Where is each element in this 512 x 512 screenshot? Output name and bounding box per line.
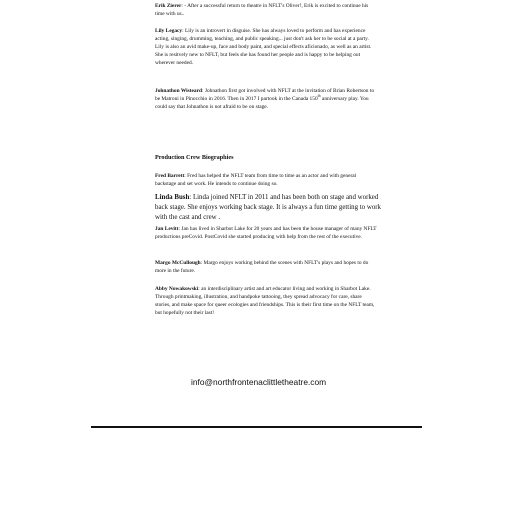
contact-email: info@northfrontenaclittletheatre.com — [191, 377, 327, 387]
bio-text: Linda joined NFLT in 2011 and has been both on stage and worked back stage. She enjoys working back stage. It is always a fun time getting to work with the cast and crew . — [155, 194, 381, 221]
bio-name: Fred Barrett — [155, 173, 185, 179]
bio-separator: : — [198, 286, 202, 292]
bio-text: Margo enjoys working behind the scenes with NFLT's plays and hopes to do more in the future. — [155, 260, 369, 275]
bio-name: Erik Zierer — [155, 3, 182, 9]
bio-lily-legacy — [155, 27, 377, 67]
footer-divider — [91, 426, 422, 428]
bio-text: Fred has helped the NFLT team from time to time as an actor and with general backstage and set work. He intends to continue doing so. — [155, 173, 357, 188]
bio-text-continued: anniversary play. You could say that Johnathon is not afraid to be on stage. — [155, 96, 369, 111]
bio-name: Linda Bush — [155, 194, 190, 201]
bio-abby-nowakowski — [155, 285, 377, 317]
crew-heading: Production Crew Biographies — [155, 154, 234, 161]
bio-superscript: th — [317, 94, 321, 99]
bio-erik-zierer — [155, 2, 377, 18]
bio-johnathon-wisteard — [155, 87, 377, 111]
bio-separator: : — [201, 88, 205, 94]
bio-fred-barrett — [155, 172, 377, 188]
bio-name: Margo McCullough — [155, 260, 201, 266]
bio-name: Johnathon Wisteard — [155, 88, 202, 94]
bio-separator: : — [200, 260, 204, 266]
bio-text: Jan has lived in Sharbot Lake for 20 years and has been the house manager of many NFLT productions preCovid. PostCovid she started producing with help from the rest of the executive. — [155, 226, 377, 241]
bio-separator: : — [178, 226, 182, 232]
bio-margo-mccullough — [155, 259, 377, 275]
bio-jan-levitt — [155, 225, 377, 241]
bio-separator: : — [184, 173, 188, 179]
bio-name: Abby Nowakowski — [155, 286, 199, 292]
bio-linda-bush — [155, 193, 381, 223]
bio-separator: : — [189, 194, 193, 201]
bio-text: After a successful return to theatre in NFLT's Oliver!, Erik is excited to continue his time with us.. — [155, 3, 369, 18]
bio-separator: : - — [181, 3, 188, 9]
bio-separator: : — [182, 28, 185, 34]
bio-text: Johnathon first got involved with NFLT at the invitation of Brian Robertson to be Matroni in Pinocchio in 2016. Then in 2017 I partook in the Canada 150 — [155, 88, 375, 103]
bio-text: Lily is an introvert in disguise. She has always loved to perform and has experience acting, singing, drumming, teaching, and public speaking... just don't ask her to be social at a party. Lily is also an avid make-up, face and body paint, and special effects aficionado, as well as an artist. She is resitvely new to NFLT, but feels she has found her people and is happy to be helping out wherever needed. — [155, 28, 372, 67]
bio-text: an interdisciplinary artist and art educator living and working in Sharbot Lake. Through printmaking, illustration, and handpoke tattooing, they spread advocacy for care, share stories, and make space for queer ecologies and friendships. This is their first time on the NFLT team, but hopefully not their last! — [155, 286, 375, 317]
bio-name: Jan Levitt — [155, 226, 179, 232]
bio-name: Lily Legacy — [155, 28, 183, 34]
